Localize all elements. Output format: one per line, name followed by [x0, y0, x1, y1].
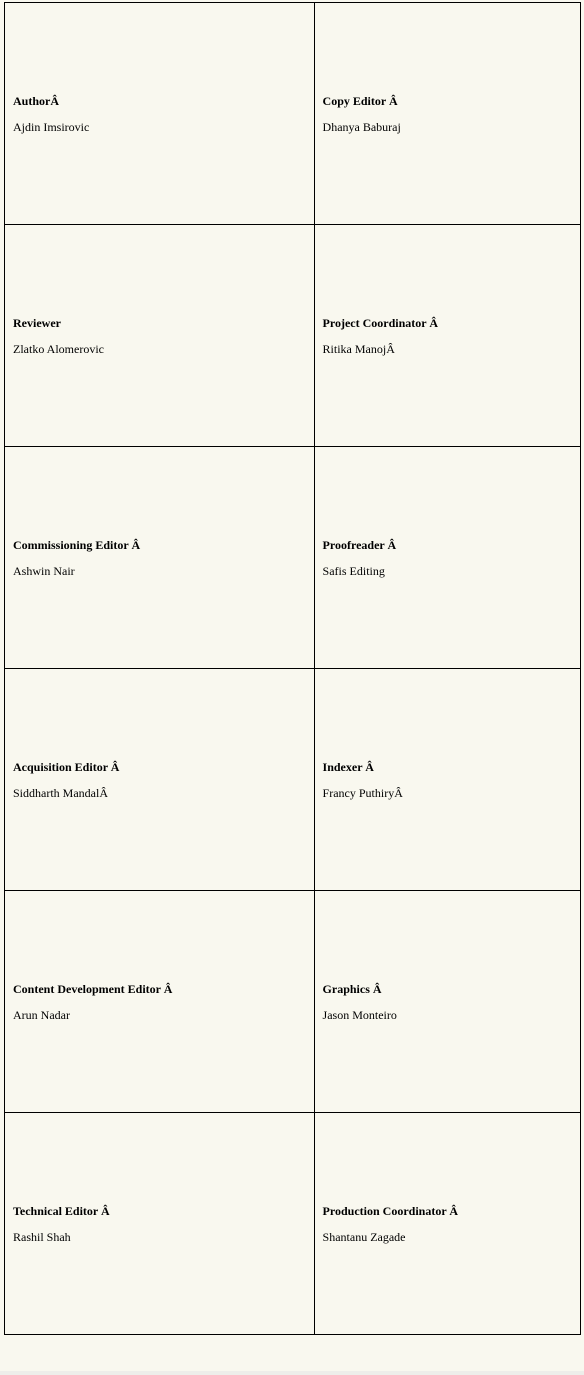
- credit-name: Ashwin Nair: [13, 563, 75, 578]
- credit-name: Shantanu Zagade: [322, 1229, 406, 1244]
- credit-name: Zlatko Alomerovic: [13, 341, 104, 356]
- credit-cell: [5, 1113, 315, 1335]
- credit-cell: [314, 891, 580, 1113]
- credit-name: Jason Monteiro: [322, 1007, 397, 1022]
- credit-name: Ajdin Imsirovic: [13, 119, 90, 134]
- credit-cell: [314, 447, 580, 669]
- credit-role: Commissioning Editor Â: [13, 537, 141, 552]
- credit-role: Indexer Â: [322, 759, 374, 774]
- credit-name: Siddharth MandalÂ: [13, 785, 108, 800]
- credit-role: Acquisition Editor Â: [13, 759, 120, 774]
- credit-role: Content Development Editor Â: [13, 981, 173, 996]
- table-row: [5, 891, 581, 1113]
- credit-cell: [5, 669, 315, 891]
- credit-role: Technical Editor Â: [13, 1203, 110, 1218]
- credit-cell: [5, 447, 315, 669]
- credit-name: Safis Editing: [322, 563, 385, 578]
- credit-name: Arun Nadar: [13, 1007, 70, 1022]
- credit-cell: [314, 669, 580, 891]
- credit-cell: [314, 225, 580, 447]
- credit-cell: [314, 1113, 580, 1335]
- credit-role: Production Coordinator Â: [322, 1203, 459, 1218]
- table-row: [5, 225, 581, 447]
- table-row: [5, 447, 581, 669]
- credit-name: Francy PuthiryÂ: [322, 785, 403, 800]
- credits-table: [4, 2, 581, 1335]
- credit-role: Copy Editor Â: [322, 93, 398, 108]
- credit-role: Proofreader Â: [322, 537, 397, 552]
- credit-name: Rashil Shah: [13, 1229, 71, 1244]
- credit-role: Graphics Â: [322, 981, 382, 996]
- credit-cell: [5, 225, 315, 447]
- credit-name: Ritika ManojÂ: [322, 341, 395, 356]
- credit-role: Reviewer: [13, 315, 61, 330]
- credit-role: AuthorÂ: [13, 93, 60, 108]
- table-row: [5, 669, 581, 891]
- table-row: [5, 3, 581, 225]
- credit-cell: [5, 3, 315, 225]
- credit-cell: [314, 3, 580, 225]
- page-bottom-edge: [0, 1371, 584, 1375]
- credit-cell: [5, 891, 315, 1113]
- credit-role: Project Coordinator Â: [322, 315, 439, 330]
- table-row: [5, 1113, 581, 1335]
- credit-name: Dhanya Baburaj: [322, 119, 401, 134]
